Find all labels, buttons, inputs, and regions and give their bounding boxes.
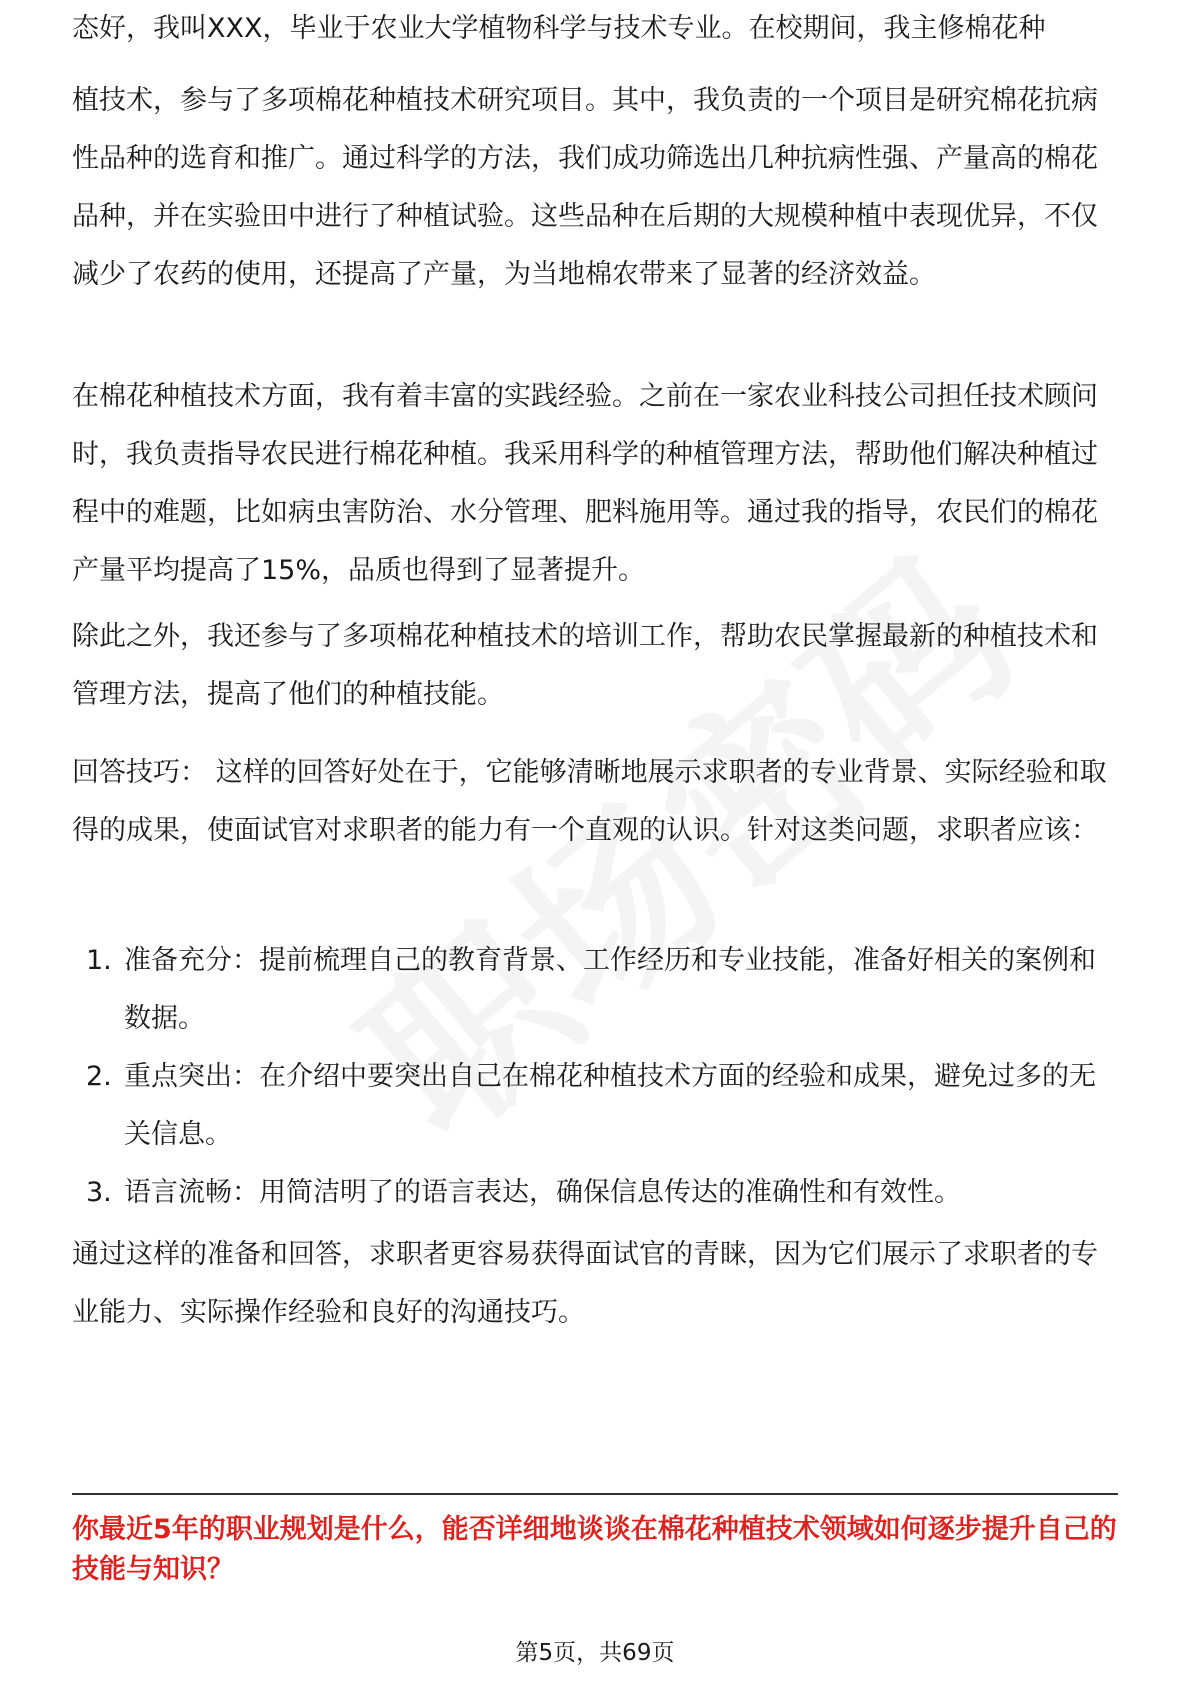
list-item-text: 准备充分：提前梳理自己的教育背景、工作经历和专业技能，准备好相关的案例和数据。 [124, 945, 1096, 1034]
list-item [72, 1164, 1118, 1222]
list-item [72, 932, 1118, 1048]
section-divider [72, 1493, 1118, 1495]
list-item-number: 2. [86, 1061, 112, 1092]
page-number: 第5页，共69页 [515, 1640, 675, 1666]
paragraph-closing: 通过这样的准备和回答，求职者更容易获得面试官的青睐，因为它们展示了求职者的专业能力、实际操作经验和良好的沟通技巧。 [72, 1239, 1098, 1328]
paragraph-training: 除此之外，我还参与了多项棉花种植技术的培训工作，帮助农民掌握最新的种植技术和管理方法，提高了他们的种植技能。 [72, 621, 1098, 710]
paragraph-experience: 在棉花种植技术方面，我有着丰富的实践经验。之前在一家农业科技公司担任技术顾问时，我负责指导农民进行棉花种植。我采用科学的种植管理方法，帮助他们解决种植过程中的难题，比如病虫害防治、水分管理、肥料施用等。通过我的指导，农民们的棉花产量平均提高了15%，品质也得到了显著提升。 [72, 381, 1098, 586]
paragraph-answer-tips: 回答技巧： 这样的回答好处在于，它能够清晰地展示求职者的专业背景、实际经验和取得的成果，使面试官对求职者的能力有一个直观的认识。针对这类问题，求职者应该： [72, 757, 1107, 846]
list-item-text: 重点突出：在介绍中要突出自己在棉花种植技术方面的经验和成果，避免过多的无关信息。 [124, 1061, 1096, 1150]
paragraph-education: 植技术，参与了多项棉花种植技术研究项目。其中，我负责的一个项目是研究棉花抗病性品种的选育和推广。通过科学的方法，我们成功筛选出几种抗病性强、产量高的棉花品种，并在实验田中进行了种植试验。这些品种在后期的大规模种植中表现优异，不仅减少了农药的使用，还提高了产量，为当地棉农带来了显著的经济效益。 [72, 85, 1098, 290]
list-item-text: 语言流畅：用简洁明了的语言表达，确保信息传达的准确性和有效性。 [124, 1177, 961, 1208]
next-question-heading: 你最近5年的职业规划是什么，能否详细地谈谈在棉花种植技术领域如何逐步提升自己的技能与知识？ [72, 1514, 1117, 1585]
list-item [72, 1048, 1118, 1164]
tips-list [72, 932, 1118, 1222]
list-item-number: 1. [86, 945, 112, 976]
list-item-number: 3. [86, 1177, 112, 1208]
partial-top-line: 态好，我叫XXX，毕业于农业大学植物科学与技术专业。在校期间，我主修棉花种 [72, 13, 1046, 44]
